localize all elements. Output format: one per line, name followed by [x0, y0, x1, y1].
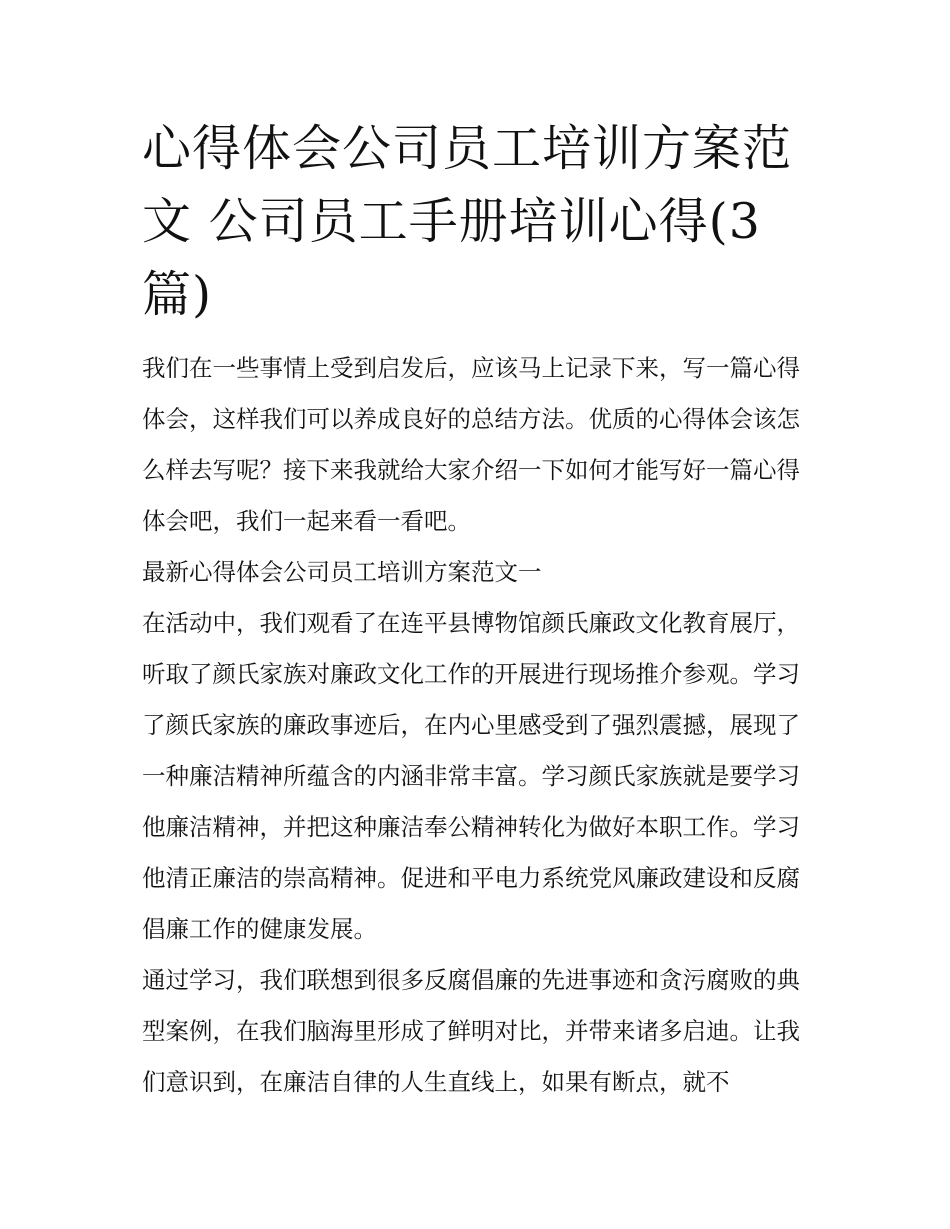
body-paragraph-2: 通过学习，我们联想到很多反腐倡廉的先进事迹和贪污腐败的典型案例，在我们脑海里形成了鲜明对比，并带来诸多启迪。让我们意识到，在廉洁自律的人生直线上，如果有断点，就不	[142, 966, 800, 1096]
document-title: 心得体会公司员工培训方案范文 公司员工手册培训心得(3篇)	[142, 120, 793, 323]
section-heading: 最新心得体会公司员工培训方案范文一	[142, 558, 542, 586]
body-paragraph-1: 在活动中，我们观看了在连平县博物馆颜氏廉政文化教育展厅，听取了颜氏家族对廉政文化工作的开展进行现场推介参观。学习了颜氏家族的廉政事迹后，在内心里感受到了强烈震撼，展现了一种廉洁精神所蕴含的内涵非常丰富。学习颜氏家族就是要学习他廉洁精神，并把这种廉洁奉公精神转化为做好本职工作。学习他清正廉洁的崇高精神。促进和平电力系统党风廉政建设和反腐倡廉工作的健康发展。	[142, 609, 800, 943]
document-body	[142, 112, 822, 1108]
intro-paragraph: 我们在一些事情上受到启发后，应该马上记录下来，写一篇心得体会，这样我们可以养成良好的总结方法。优质的心得体会该怎么样去写呢？接下来我就给大家介绍一下如何才能写好一篇心得体会吧，我们一起来看一看吧。	[142, 354, 800, 535]
